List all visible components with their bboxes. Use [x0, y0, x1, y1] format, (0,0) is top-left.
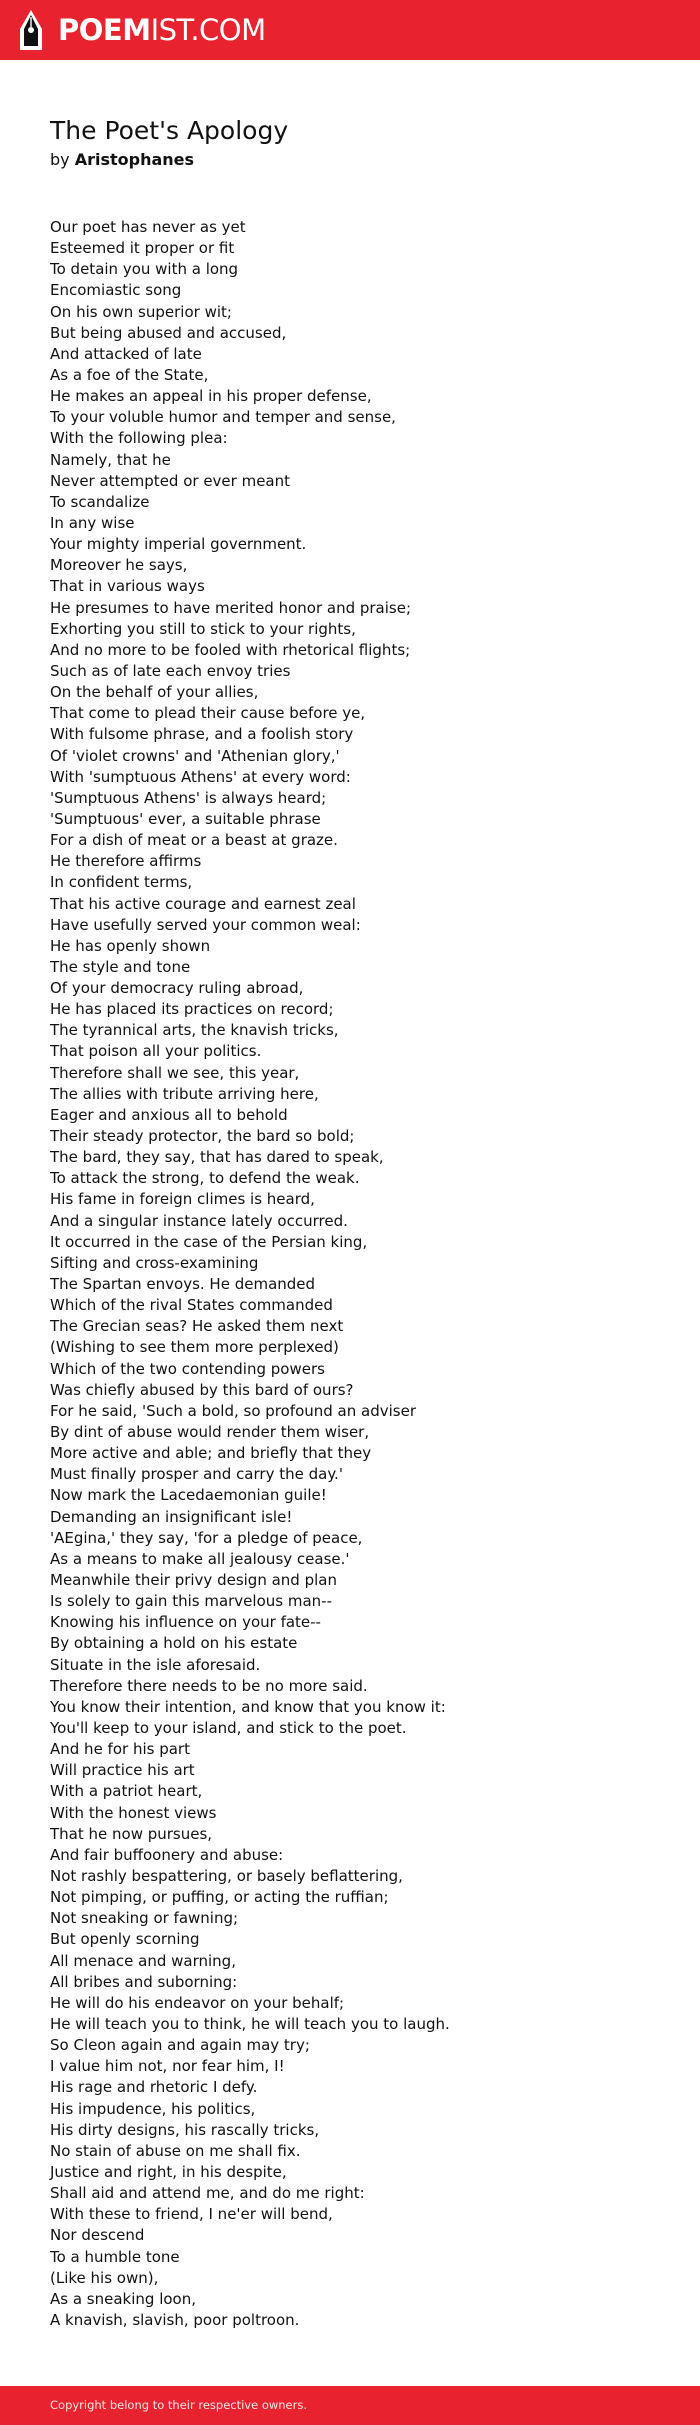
poem-line: Never attempted or ever meant — [50, 471, 291, 490]
poem-line: Their steady protector, the bard so bold; — [50, 1127, 355, 1146]
poem-line: To detain you with a long — [50, 260, 239, 279]
poem-line: With the honest views — [50, 1803, 217, 1822]
poem-line: As a means to make all jealousy cease.' — [50, 1549, 350, 1568]
poem-line: Not rashly bespattering, or basely beflattering, — [50, 1866, 403, 1885]
poem-line: I value him not, nor fear him, I! — [50, 2057, 285, 2076]
poem-line: Namely, that he — [50, 450, 171, 469]
site-footer — [0, 2386, 700, 2425]
poem-line: Not pimping, or puffing, or acting the ruffian; — [50, 1888, 389, 1907]
poem-line: He makes an appeal in his proper defense, — [50, 387, 372, 406]
poem-line: That come to plead their cause before ye, — [50, 704, 366, 723]
site-logo-light: IST.COM — [150, 12, 266, 47]
poem-line: In any wise — [50, 513, 135, 532]
poem-line: Which of the two contending powers — [50, 1359, 325, 1378]
poem-line: But openly scorning — [50, 1930, 200, 1949]
poem-title: The Poet's Apology — [50, 116, 289, 145]
poem-byline — [50, 150, 670, 170]
poem-line: To a humble tone — [50, 2247, 180, 2266]
poem-line: His impudence, his politics, — [50, 2099, 256, 2118]
byline-prefix: by — [50, 150, 70, 169]
poem-line: To your voluble humor and temper and sense, — [50, 408, 396, 427]
poem-body — [50, 217, 670, 2331]
poem-line: Not sneaking or fawning; — [50, 1909, 239, 1928]
poem-line: He will do his endeavor on your behalf; — [50, 1993, 345, 2012]
poem-line: Now mark the Lacedaemonian guile! — [50, 1486, 327, 1505]
poem-line: By obtaining a hold on his estate — [50, 1634, 298, 1653]
poem-line: For a dish of meat or a beast at graze. — [50, 831, 338, 850]
poem-line: He has openly shown — [50, 936, 211, 955]
poem-line: With these to friend, I ne'er will bend, — [50, 2205, 333, 2224]
poem-line: But being abused and accused, — [50, 323, 287, 342]
poem-line: With a patriot heart, — [50, 1782, 203, 1801]
poem-line: Esteemed it proper or fit — [50, 239, 235, 258]
poem-line: Eager and anxious all to behold — [50, 1105, 288, 1124]
poem-line: And fair buffoonery and abuse: — [50, 1845, 284, 1864]
poem-line: And a singular instance lately occurred. — [50, 1211, 348, 1230]
poem-line: So Cleon again and again may try; — [50, 2036, 310, 2055]
poem-line: (Like his own), — [50, 2268, 159, 2287]
poem-line: Therefore there needs to be no more said. — [50, 1676, 368, 1695]
poem-line: Justice and right, in his despite, — [50, 2162, 287, 2181]
poem-line: You'll keep to your island, and stick to the poet. — [50, 1718, 407, 1737]
poem-line: To scandalize — [50, 492, 150, 511]
site-logo[interactable] — [18, 9, 266, 51]
poem-line: Exhorting you still to stick to your rights, — [50, 619, 356, 638]
poem-line: It occurred in the case of the Persian king, — [50, 1232, 368, 1251]
pen-nib-icon — [18, 9, 44, 51]
poem-line: No stain of abuse on me shall fix. — [50, 2141, 301, 2160]
poem-line: All bribes and suborning: — [50, 1972, 238, 1991]
poem-line: And he for his part — [50, 1740, 190, 1759]
poem-line: With 'sumptuous Athens' at every word: — [50, 767, 351, 786]
poem-line: 'AEgina,' they say, 'for a pledge of peace, — [50, 1528, 363, 1547]
poem-line: Shall aid and attend me, and do me right: — [50, 2184, 365, 2203]
poem-line: With the following plea: — [50, 429, 228, 448]
poem-line: Was chiefly abused by this bard of ours? — [50, 1380, 354, 1399]
poem-line: The bard, they say, that has dared to speak, — [50, 1148, 384, 1167]
poem-line: With fulsome phrase, and a foolish story — [50, 725, 354, 744]
poem-line: Must finally prosper and carry the day.' — [50, 1465, 343, 1484]
poem-line: Is solely to gain this marvelous man-- — [50, 1592, 332, 1611]
poem-line: That he now pursues, — [50, 1824, 213, 1843]
poem-line: By dint of abuse would render them wiser, — [50, 1423, 370, 1442]
poem-line: He presumes to have merited honor and praise; — [50, 598, 412, 617]
poem-line: 'Sumptuous' ever, a suitable phrase — [50, 809, 321, 828]
poem-line: He has placed its practices on record; — [50, 1000, 334, 1019]
site-logo-strong: POEM — [58, 12, 151, 47]
poem-line: Situate in the isle aforesaid. — [50, 1655, 261, 1674]
poem-line: A knavish, slavish, poor poltroon. — [50, 2310, 300, 2329]
poem-line: His fame in foreign climes is heard, — [50, 1190, 315, 1209]
poem-line: That in various ways — [50, 577, 205, 596]
poem-line: To attack the strong, to defend the weak. — [50, 1169, 360, 1188]
poem-line: The Grecian seas? He asked them next — [50, 1317, 344, 1336]
poem-line: As a foe of the State, — [50, 365, 209, 384]
poem-line: More active and able; and briefly that they — [50, 1444, 372, 1463]
copyright-notice: Copyright belong to their respective owners. — [50, 2398, 308, 2412]
poem-line: Of 'violet crowns' and 'Athenian glory,' — [50, 746, 340, 765]
poem-line: All menace and warning, — [50, 1951, 236, 1970]
poem-line: In confident terms, — [50, 873, 193, 892]
poem-line: Of your democracy ruling abroad, — [50, 979, 304, 998]
poem-line: 'Sumptuous Athens' is always heard; — [50, 788, 327, 807]
poem-line: The tyrannical arts, the knavish tricks, — [50, 1021, 339, 1040]
poem-line: His dirty designs, his rascally tricks, — [50, 2120, 320, 2139]
poem-line: Such as of late each envoy tries — [50, 661, 291, 680]
poem-line: That poison all your politics. — [50, 1042, 262, 1061]
poem-line: Sifting and cross-examining — [50, 1253, 259, 1272]
poem-line: On his own superior wit; — [50, 302, 232, 321]
author-name: Aristophanes — [74, 150, 195, 169]
poem-line: Will practice his art — [50, 1761, 195, 1780]
poem-line: Knowing his influence on your fate-- — [50, 1613, 321, 1632]
poem-header — [50, 116, 670, 170]
poem-line: Demanding an insignificant isle! — [50, 1507, 293, 1526]
poem-line: He will teach you to think, he will teach you to laugh. — [50, 2014, 450, 2033]
poem-line: The style and tone — [50, 957, 191, 976]
poem-line: Have usefully served your common weal: — [50, 915, 361, 934]
poem-line: That his active courage and earnest zeal — [50, 894, 356, 913]
poem-line: Encomiastic song — [50, 281, 182, 300]
poem-line: You know their intention, and know that you know it: — [50, 1697, 446, 1716]
poem-line: For he said, 'Such a bold, so profound an adviser — [50, 1401, 416, 1420]
poem-line: Which of the rival States commanded — [50, 1296, 333, 1315]
poem-line: Therefore shall we see, this year, — [50, 1063, 300, 1082]
poem-line: His rage and rhetoric I defy. — [50, 2078, 258, 2097]
poem-line: He therefore affirms — [50, 852, 202, 871]
poem-line: And attacked of late — [50, 344, 202, 363]
poem-line: Meanwhile their privy design and plan — [50, 1571, 337, 1589]
poem-line: (Wishing to see them more perplexed) — [50, 1338, 339, 1357]
poem-line: Nor descend — [50, 2226, 145, 2245]
poem-line: Your mighty imperial government. — [50, 535, 307, 554]
poem-line: As a sneaking loon, — [50, 2289, 196, 2308]
site-logo-text — [58, 12, 266, 47]
poem-line: Moreover he says, — [50, 556, 188, 575]
poem-line: The Spartan envoys. He demanded — [50, 1275, 316, 1294]
poem-line: On the behalf of your allies, — [50, 683, 259, 702]
poem-line: Our poet has never as yet — [50, 218, 246, 236]
poem-line: And no more to be fooled with rhetorical flights; — [50, 640, 411, 659]
site-header — [0, 0, 700, 60]
poem-line: The allies with tribute arriving here, — [50, 1084, 319, 1103]
